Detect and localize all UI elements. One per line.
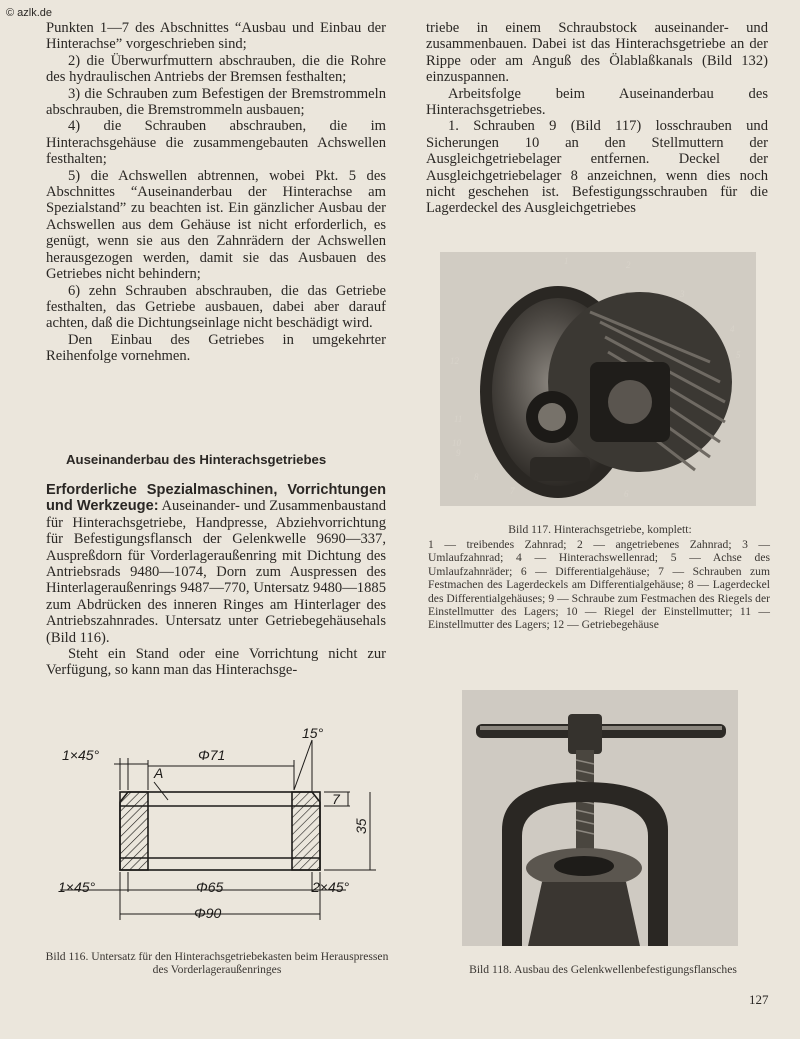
svg-text:9: 9 bbox=[456, 448, 461, 458]
figure-118-photo bbox=[462, 690, 738, 946]
svg-text:10: 10 bbox=[452, 438, 461, 448]
paragraph: Steht ein Stand oder eine Vorrichtung nicht zur Verfügung, so kann man das Hinterachsge- bbox=[46, 646, 386, 679]
paragraph: 3) die Schrauben zum Befestigen der Bremstrommeln abschrauben, die Bremstrommeln ausbauen; bbox=[46, 85, 386, 119]
svg-text:1: 1 bbox=[564, 256, 569, 266]
tools-paragraph bbox=[46, 482, 386, 646]
paragraph: 2) die Überwurfmuttern abschrauben, die die Rohre des hydraulischen Antriebs der Bremsen festhalten; bbox=[46, 52, 386, 86]
dim-diameter-90: Φ90 bbox=[194, 905, 222, 921]
svg-text:5: 5 bbox=[736, 350, 741, 360]
left-column-tools bbox=[46, 482, 386, 679]
svg-text:7: 7 bbox=[510, 486, 515, 496]
paragraph: 1. Schrauben 9 (Bild 117) losschrauben und Sicherungen 10 an den Stellmuttern der Ausgleichgetriebelager entfernen. Deckel der Ausgleichgetriebelager 8 anzeichnen, wenn dies noch nicht geschehen ist. Befestigungsschrauben für die Lagerdeckel des Ausgleichgetriebes bbox=[426, 118, 768, 217]
right-column bbox=[426, 20, 768, 217]
dim-diameter-71: Φ71 bbox=[198, 747, 226, 763]
paragraph: Punkten 1—7 des Abschnittes “Ausbau und Einbau der Hinterachse” vorgeschrieben sind; bbox=[46, 20, 386, 53]
dim-ref-a: A bbox=[154, 765, 164, 781]
figure-118-caption: Bild 118. Ausbau des Gelenkwellenbefestigungsflansches bbox=[469, 963, 737, 976]
paragraph: triebe in einem Schraubstock auseinander- und zusammenbauen. Dabei ist das Hinterachsgetriebe an der Rippe oder am Anguß des Ölablaßkanals (Bild 132) einzuspannen. bbox=[426, 20, 768, 86]
figure-117-photo bbox=[440, 252, 756, 506]
page-number: 127 bbox=[749, 992, 769, 1007]
watermark: © azlk.de bbox=[6, 7, 53, 19]
dim-angle: 15° bbox=[302, 725, 324, 741]
dim-chamfer-bottom: 1×45° bbox=[58, 879, 96, 895]
tools-lead: Erforderliche Spezialmaschinen, Vorrichtungen und Werkzeuge: bbox=[46, 482, 386, 515]
svg-text:6: 6 bbox=[624, 489, 629, 499]
tools-text: Auseinander- und Zusammenbaustand für Hinterachsgetriebe, Handpresse, Abziehvorrichtung für Befestigungsflansch der Gelenkwelle 9690—337, Auspreßdorn für Vorderlageraußenring mit Dichtung des Antriebsrads 9480—1074, Dorn zum Auspressen des Hinterlageraußenrings 9487—770, Untersatz 9480—1885 zum Abdrücken des inneren Ringes am Hinterlager des Antriebszahnrades. Untersatz unter Getriebegehäusehals (Bild 116). bbox=[46, 498, 386, 646]
dim-chamfer-right: 2×45° bbox=[312, 879, 350, 895]
section-heading: Auseinanderbau des Hinterachsgetriebes bbox=[66, 452, 327, 467]
svg-text:4: 4 bbox=[730, 324, 735, 334]
svg-text:3: 3 bbox=[680, 289, 685, 299]
paragraph: 6) zehn Schrauben abschrauben, die das Getriebe festhalten, das Getriebe ausbauen, dabei aber darauf achten, daß die Dichtungseinlage nicht beschädigt wird. bbox=[46, 282, 386, 332]
paragraph: 4) die Schrauben abschrauben, die im Hinterachsgehäuse die zusammengebauten Achswellen festhalten; bbox=[46, 118, 386, 168]
figure-117-title: Bild 117. Hinterachsgetriebe, komplett: bbox=[508, 523, 692, 536]
svg-text:2: 2 bbox=[626, 260, 631, 270]
dim-diameter-65: Φ65 bbox=[196, 879, 224, 895]
dim-height-35: 35 bbox=[353, 818, 369, 834]
svg-text:11: 11 bbox=[454, 414, 463, 424]
svg-text:12: 12 bbox=[450, 356, 459, 366]
figure-116-drawing bbox=[50, 720, 390, 940]
paragraph: Den Einbau des Getriebes in umgekehrter Reihenfolge vornehmen. bbox=[46, 331, 386, 365]
svg-text:8: 8 bbox=[474, 472, 479, 482]
figure-117-legend: 1 — treibendes Zahnrad; 2 — angetriebenes Zahnrad; 3 — Umlaufzahnrad; 4 — Hinterachswellenrad; 5 — Achse des Umlaufzahnräder; 6 — Differentialgehäuse; 7 — Schrauben zum Festmachen des Lagerdeckels am Differentialgehäuse; 8 — Lagerdeckel des Differentialgehäuses; 9 — Schraube zum Festmachen des Riegels der Einstellmutter des Lagers; 10 — Riegel der Einstellmutter; 11 — Einstellmutter des Lagers; 12 — Getriebegehäuse bbox=[428, 538, 770, 632]
paragraph: Arbeitsfolge beim Auseinanderbau des Hinterachsgetriebes. bbox=[426, 85, 768, 119]
dim-seven: 7 bbox=[332, 791, 340, 807]
paragraph: 5) die Achswellen abtrennen, wobei Pkt. 5 des Abschnittes “Auseinanderbau der Hinterachse am Spezialstand” zu beachten ist. Ein gänzlicher Ausbau der Achswellen aus dem Gehäuse ist nicht erforderlich, es genügt, wenn sie aus den Zahnrädern der Achswellen herausgezogen werden, damit sie das Ausbauen des Getriebes nicht behindern; bbox=[46, 167, 386, 283]
dim-chamfer-top: 1×45° bbox=[62, 747, 100, 763]
figure-116-caption: Bild 116. Untersatz für den Hinterachsgetriebekasten beim Herauspressen des Vorderlageraußenringes bbox=[45, 950, 389, 977]
left-column-top bbox=[46, 20, 386, 365]
